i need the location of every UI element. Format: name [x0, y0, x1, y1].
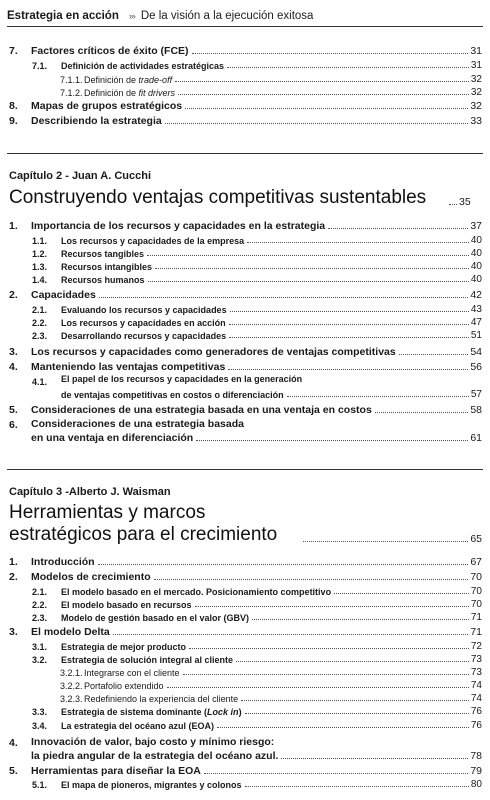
toc-entry-number: 2.3. [32, 613, 48, 623]
toc-entry-number: 2.3. [32, 331, 48, 341]
toc-entry-number: 7. [9, 45, 18, 57]
toc-entry-number: 7.1.1. [60, 75, 83, 85]
toc-entry-title: Herramientas para diseñar la EOA [31, 765, 201, 777]
dot-leader [241, 700, 469, 701]
toc-entry-title: Estrategia de sistema dominante (Lock in) [61, 707, 242, 717]
toc-entry-page: 40 [470, 274, 482, 285]
toc-entry-page: 42 [470, 289, 482, 301]
toc-entry-title: El modelo basado en el mercado. Posicionamiento competitivo [61, 587, 332, 597]
dot-leader [375, 412, 469, 413]
dot-leader [147, 255, 469, 256]
toc-entry-title: Introducción [31, 556, 95, 568]
toc-entry-number: 3.2.1. [60, 668, 83, 678]
toc-entry-title: Estrategia de solución integral al cliente [61, 655, 234, 665]
toc-entry[interactable] [0, 625, 490, 638]
toc-entry-title: Estrategia de mejor producto [61, 642, 187, 652]
book-subtitle: De la visión a la ejecución exitosa [140, 10, 314, 22]
toc-entry-number: 3.2.3. [60, 694, 83, 704]
dot-leader [334, 593, 469, 594]
toc-entry-title: Modelos de crecimiento [31, 571, 151, 583]
toc-entry-number: 2.1. [32, 305, 48, 315]
toc-entry-page: 54 [470, 346, 482, 358]
toc-entry-number: 1.2. [32, 249, 48, 259]
toc-entry-title: Capacidades [31, 289, 96, 301]
dot-leader [217, 727, 469, 728]
dot-leader [228, 369, 468, 370]
toc-entry-page: 47 [470, 317, 482, 328]
toc-entry-number: 3.1. [32, 642, 48, 652]
toc-entry-page: 71 [470, 626, 482, 638]
toc-entry-page: 31 [470, 60, 482, 71]
toc-entry-page: 33 [470, 115, 482, 127]
dot-leader [167, 687, 469, 688]
dot-leader [328, 228, 468, 229]
toc-entry-title: Recursos intangibles [61, 262, 153, 272]
toc-entry-title: La estrategia del océano azul (EOA) [61, 721, 215, 731]
toc-entry[interactable] [0, 704, 490, 717]
toc-entry-title: Recursos humanos [61, 275, 145, 285]
toc-entry-page: 40 [470, 248, 482, 259]
toc-entry[interactable] [0, 272, 490, 285]
toc-entry[interactable] [0, 718, 490, 731]
toc-entry-number: 5. [9, 765, 18, 777]
chapter-2-page-row [446, 196, 482, 208]
dot-leader [229, 324, 469, 325]
toc-entry[interactable] [0, 777, 490, 790]
toc-entry-number: 3. [9, 346, 18, 358]
toc-entry-title: Los recursos y capacidades como generadores de ventajas competitivas [31, 346, 396, 358]
chapter-3-title-line1: Herramientas y marcos [9, 502, 206, 523]
toc-entry-page: 73 [470, 667, 482, 678]
dot-leader [192, 53, 469, 54]
toc-entry[interactable] [0, 72, 490, 85]
toc-entry-page: 40 [470, 235, 482, 246]
dot-leader [236, 661, 469, 662]
toc-entry-number: 2. [9, 289, 18, 301]
toc-entry-title: la piedra angular de la estrategia del océano azul. [31, 750, 279, 762]
toc-entry-number: 7.1. [32, 61, 48, 71]
toc-entry[interactable] [0, 302, 490, 315]
toc-entry-title: Redefiniendo la experiencia del cliente [84, 694, 239, 704]
toc-entry-page: 72 [470, 641, 482, 652]
toc-entry-number: 7.1.2. [60, 88, 83, 98]
toc-entry-title: en una ventaja en diferenciación [31, 432, 194, 444]
toc-entry-page: 37 [470, 220, 482, 232]
dot-leader [183, 674, 469, 675]
toc-entry-title: Manteniendo las ventajas competitivas [31, 361, 226, 373]
toc-entry-title: Integrarse con el cliente [84, 668, 180, 678]
toc-entry-number: 2.1. [32, 587, 48, 597]
toc-entry[interactable] [0, 219, 490, 232]
toc-entry-title: El modelo basado en recursos [61, 600, 192, 610]
book-title: Estrategia en acción [7, 10, 119, 22]
toc-entry-page: 76 [470, 720, 482, 731]
section-divider [7, 153, 483, 154]
toc-entry-number: 3.4. [32, 721, 48, 731]
toc-entry-title: Recursos tangibles [61, 249, 145, 259]
toc-entry-title: Evaluando los recursos y capacidades [61, 305, 227, 315]
toc-entry-title: Factores críticos de éxito (FCE) [31, 45, 189, 57]
dot-leader [245, 713, 469, 714]
toc-entry-number: 5.1. [32, 780, 48, 790]
toc-entry-title: Desarrollando recursos y capacidades [61, 331, 227, 341]
toc-entry-title-line1: Innovación de valor, bajo costo y mínimo riesgo: [31, 736, 275, 748]
toc-entry-title: Los recursos y capacidades en acción [61, 318, 226, 328]
dot-leader [98, 564, 469, 565]
toc-entry-page: 78 [470, 750, 482, 762]
toc-entry[interactable] [0, 259, 490, 272]
running-header [7, 6, 483, 27]
toc-entry-number: 2. [9, 571, 18, 583]
toc-entry-page: 74 [470, 680, 482, 691]
toc-entry[interactable] [0, 246, 490, 259]
toc-entry-title: Describiendo la estrategia [31, 115, 162, 127]
dot-leader [178, 94, 469, 95]
toc-entry[interactable] [0, 584, 490, 597]
chapter-2-label: Capítulo 2 - Juan A. Cucchi [9, 170, 151, 182]
toc-entry-page: 79 [470, 765, 482, 777]
toc-entry[interactable] [0, 764, 490, 777]
chapter-3-page-row [300, 533, 482, 545]
toc-entry[interactable] [0, 85, 490, 98]
dot-leader [99, 297, 469, 298]
toc-entry-title: Modelo de gestión basado en el valor (GBV) [61, 613, 250, 623]
chapter-3-label: Capítulo 3 -Alberto J. Waisman [9, 486, 171, 498]
toc-entry[interactable] [0, 555, 490, 568]
toc-entry[interactable] [0, 114, 490, 127]
toc-entry[interactable] [0, 328, 490, 341]
section-divider [7, 469, 483, 470]
toc-entry-page: 43 [470, 304, 482, 315]
chapter-3-title-line2: estratégicos para el crecimiento [9, 524, 278, 545]
toc-entry-page: 71 [470, 612, 482, 623]
toc-entry-number: 1. [9, 220, 18, 232]
toc-entry[interactable] [0, 652, 490, 665]
toc-entry-number: 3. [9, 626, 18, 638]
toc-entry-title-line1: Consideraciones de una estrategia basada [31, 418, 244, 430]
toc-entry-number: 4.1. [32, 377, 48, 387]
toc-entry-page: 32 [470, 100, 482, 112]
dot-leader [155, 268, 469, 269]
dot-leader [189, 648, 469, 649]
toc-entry-page: 67 [470, 556, 482, 568]
toc-entry[interactable] [0, 665, 490, 678]
toc-entry-page: 58 [470, 404, 482, 416]
toc-entry-title: El modelo Delta [31, 626, 110, 638]
chapter-2-title: Construyendo ventajas competitivas sustentables [9, 187, 427, 208]
dot-leader [175, 81, 469, 82]
dot-leader [247, 242, 469, 243]
toc-entry-title: Portafolio extendido [84, 681, 164, 691]
toc-entry-title: de ventajas competitivas en costos o diferenciación [61, 390, 284, 400]
toc-entry[interactable] [0, 360, 490, 373]
chapter-3-page: 65 [470, 533, 482, 545]
toc-entry-number: 6. [9, 419, 18, 431]
dot-leader [154, 579, 469, 580]
toc-entry[interactable] [0, 403, 490, 416]
dot-leader [165, 123, 469, 124]
toc-entry[interactable] [0, 44, 490, 57]
toc-entry[interactable] [0, 597, 490, 610]
toc-entry-number: 4. [9, 737, 18, 749]
toc-entry[interactable] [0, 570, 490, 583]
dot-leader [229, 337, 469, 338]
toc-entry-title: Consideraciones de una estrategia basada en una ventaja en costos [31, 404, 372, 416]
toc-entry[interactable] [0, 315, 490, 328]
dot-leader [204, 773, 468, 774]
toc-entry[interactable] [0, 691, 490, 704]
toc-entry-number: 8. [9, 100, 18, 112]
toc-entry-page: 70 [470, 571, 482, 583]
toc-entry-page: 51 [470, 330, 482, 341]
toc-entry-title: Importancia de los recursos y capacidades en la estrategia [31, 220, 326, 232]
toc-entry[interactable] [0, 58, 490, 71]
dot-leader [281, 758, 468, 759]
dot-leader [252, 619, 469, 620]
toc-entry-page: 73 [470, 654, 482, 665]
toc-entry-number: 3.3. [32, 707, 48, 717]
toc-entry-page: 74 [470, 693, 482, 704]
dot-leader [230, 311, 469, 312]
toc-entry-number: 2.2. [32, 318, 48, 328]
dot-leader [148, 281, 469, 282]
toc-entry[interactable] [0, 233, 490, 246]
toc-entry-number: 3.2.2. [60, 681, 83, 691]
toc-entry-page: 70 [470, 586, 482, 597]
toc-entry-number: 4. [9, 361, 18, 373]
toc-entry-number: 1.4. [32, 275, 48, 285]
toc-entry-page: 32 [470, 87, 482, 98]
dot-leader [399, 354, 469, 355]
toc-entry[interactable] [0, 345, 490, 358]
toc-entry-number: 1. [9, 556, 18, 568]
toc-entry-page: 70 [470, 599, 482, 610]
arrow-icon: ››› [128, 11, 135, 21]
toc-entry-number: 9. [9, 115, 18, 127]
toc-entry-title-line1: El papel de los recursos y capacidades en la generación [61, 374, 303, 384]
dot-leader [195, 606, 469, 607]
toc-entry[interactable] [0, 610, 490, 623]
toc-entry-page: 61 [470, 432, 482, 444]
toc-entry-number: 3.2. [32, 655, 48, 665]
toc-entry[interactable] [0, 678, 490, 691]
toc-entry-page: 76 [470, 706, 482, 717]
toc-entry-number: 2.2. [32, 600, 48, 610]
toc-entry-title: El mapa de pioneros, migrantes y colonos [61, 780, 242, 790]
toc-entry-title: Definición de actividades estratégicas [61, 61, 225, 71]
dot-leader [185, 108, 468, 109]
toc-entry[interactable] [0, 288, 490, 301]
toc-entry-number: 1.1. [32, 236, 48, 246]
dot-leader [287, 396, 469, 397]
toc-entry[interactable] [0, 99, 490, 112]
toc-entry-page: 32 [470, 74, 482, 85]
toc-entry-page: 31 [470, 45, 482, 57]
toc-entry-number: 5. [9, 404, 18, 416]
toc-entry-title: Definición de trade-off [84, 75, 173, 85]
toc-entry-title: Mapas de grupos estratégicos [31, 100, 183, 112]
dot-leader [245, 786, 469, 787]
toc-entry-page: 40 [470, 261, 482, 272]
dot-leader [113, 634, 469, 635]
dot-leader [196, 440, 468, 441]
dot-leader [227, 67, 469, 68]
toc-entry-title: Los recursos y capacidades de la empresa [61, 236, 245, 246]
toc-entry-page: 56 [470, 361, 482, 373]
toc-entry[interactable] [0, 639, 490, 652]
toc-entry-title: Definición de fit drivers [84, 88, 176, 98]
chapter-2-page: 35 [459, 196, 471, 208]
toc-entry-page: 57 [470, 389, 482, 400]
toc-entry-page: 80 [470, 779, 482, 790]
toc-entry-number: 1.3. [32, 262, 48, 272]
